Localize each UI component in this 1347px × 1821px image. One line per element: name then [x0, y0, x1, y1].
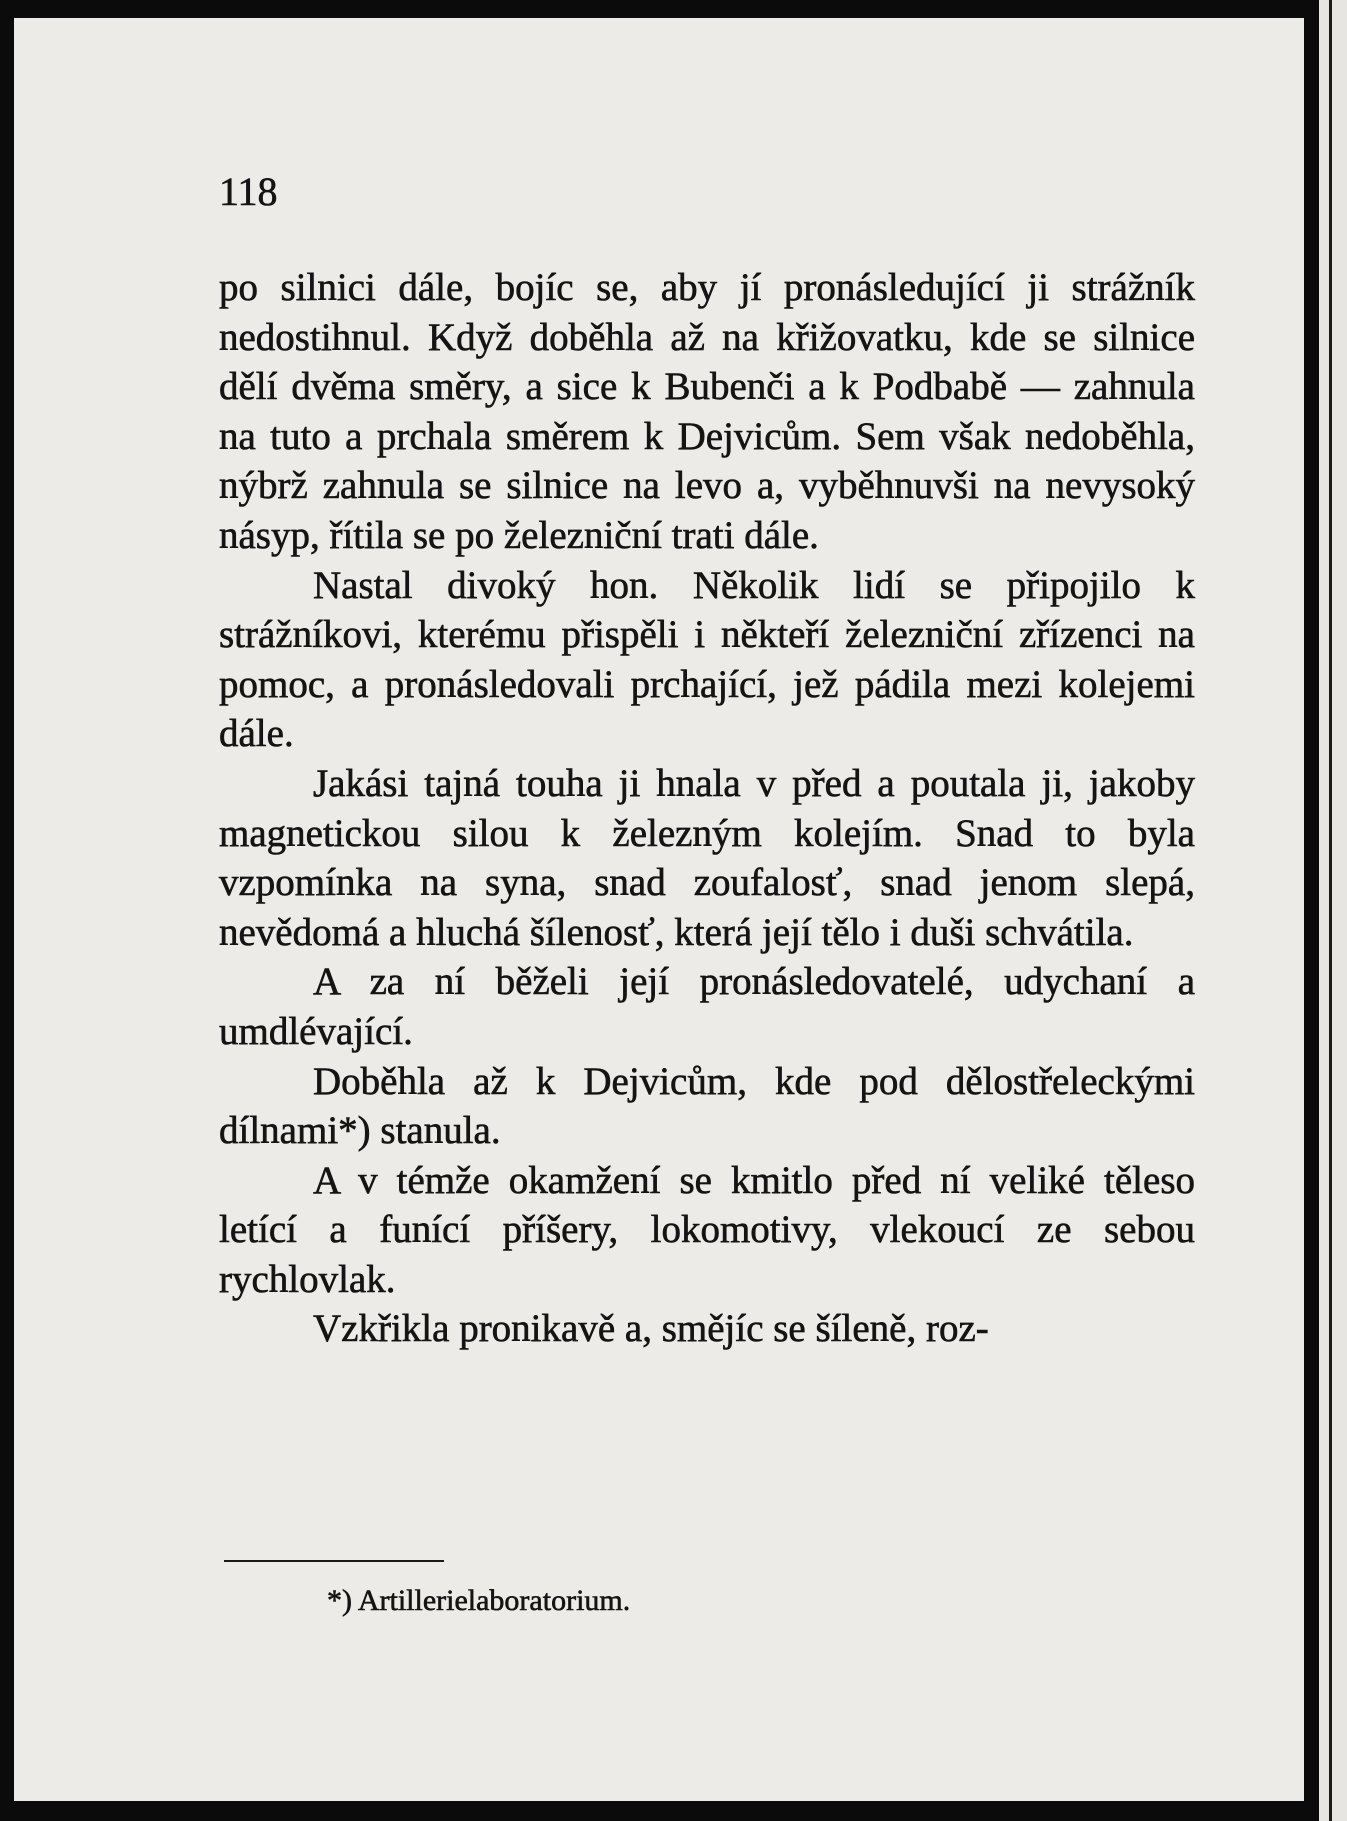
paragraph-6: A v témže okamžení se kmitlo před ní veliké těleso letící a funící příšery, lokomotivy, vlekoucí ze sebou rychlovlak.: [219, 1158, 1195, 1301]
paragraph-2: Nastal divoký hon. Několik lidí se připojilo k strážníkovi, kterému přispěli i někteří železniční zřízenci na pomoc, a pronásledovali prchající, jež pádila mezi kolejemi dále.: [219, 563, 1195, 756]
footnote-rule: [224, 1560, 444, 1562]
page-body: [219, 263, 1195, 1354]
paragraph-7: Vzkřikla pronikavě a, smějíc se šíleně, roz-: [313, 1307, 989, 1351]
footnote: *) Artillerielaboratorium.: [327, 1584, 631, 1617]
book-page: [14, 18, 1304, 1801]
paragraph-3: Jakási tajná touha ji hnala v před a poutala ji, jakoby magnetickou silou k železným kolejím. Snad to byla vzpomínka na syna, snad zoufalosť, snad jenom slepá, nevědomá a hluchá šílenosť, která její tělo i duši schvátila.: [219, 761, 1195, 954]
page-number: 118: [219, 169, 278, 214]
page-edge-line: [1329, 0, 1332, 1821]
paragraph-5: Doběhla až k Dejvicům, kde pod dělostřeleckými dílnami*) stanula.: [219, 1059, 1195, 1153]
adjacent-page-edge: [1319, 0, 1347, 1821]
paragraph-4: A za ní běželi její pronásledovatelé, udychaní a umdlévající.: [219, 960, 1195, 1053]
paragraph-1: po silnici dále, bojíc se, aby jí pronásledující ji strážník nedostihnul. Když doběhla až na křižovatku, kde se silnice dělí dvěma směry, a sice k Bubenči a k Podbabě — zahnula na tuto a prchala směrem k Dejvicům. Sem však nedoběhla, nýbrž zahnula se silnice na levo a, vyběhnuvši na nevysoký násyp, řítila se po železniční trati dále.: [219, 266, 1195, 557]
